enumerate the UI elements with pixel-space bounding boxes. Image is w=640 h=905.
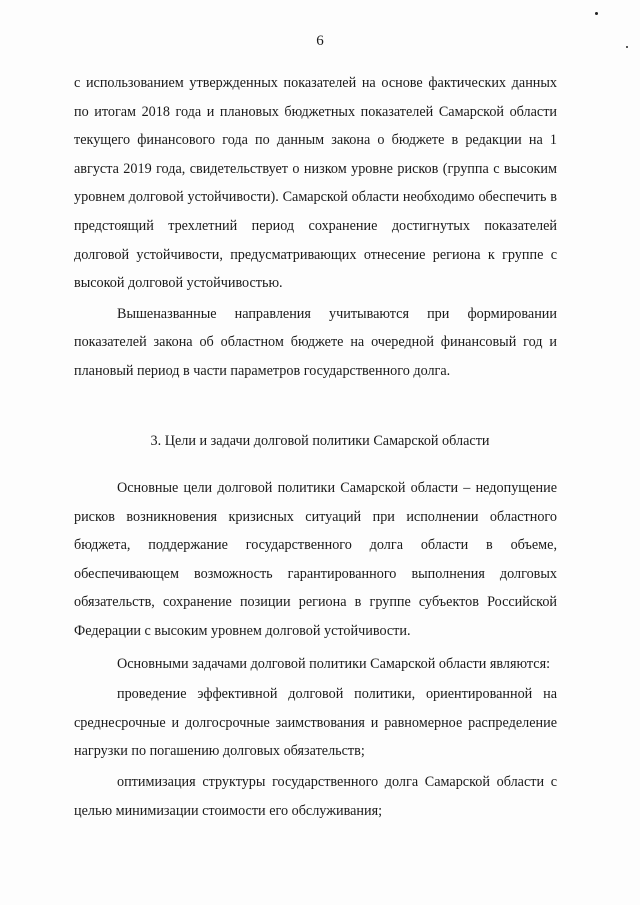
paragraph-directions: Вышеназванные направления учитываются при формировании показателей закона об областном бюджете на очередной финансовый год и плановый период в части параметров государственного долга. xyxy=(74,305,557,379)
paragraph-continuation: с использованием утвержденных показателей на основе фактических данных по итогам 2018 года и плановых бюджетных показателей Самарской области текущего финансового года по данным закона о бюджете в редакции на 1 августа 2019 года, свидетельствует о низком уровне рисков (группа с высоким уровнем долговой устойчивости). Самарской области необходимо обеспечить в предстоящий трехлетний период сохранение достигнутых показателей долговой устойчивости, предусматривающих отнесение региона к группе с высокой долговой устойчивостью. xyxy=(74,75,557,292)
paragraph-task-1: проведение эффективной долговой политики, ориентированной на среднесрочные и долгосрочные заимствования и равномерное распределение нагрузки по погашению долговых обязательств; xyxy=(74,686,557,760)
body-text-top xyxy=(74,69,557,386)
page-number: 6 xyxy=(316,33,324,49)
paragraph-goals: Основные цели долговой политики Самарской области – недопущение рисков возникновения кризисных ситуаций при исполнении областного бюджета, поддержание государственного долга области в объеме, обеспечивающем возможность гарантированного выполнения долговых обязательств, сохранение позиции региона в группе субъектов Российской Федерации с высоким уровнем долговой устойчивости. xyxy=(74,480,557,639)
paragraph-tasks-intro: Основными задачами долговой политики Самарской области являются: xyxy=(117,655,551,672)
body-text-bottom xyxy=(74,474,557,825)
section-heading: 3. Цели и задачи долговой политики Самарской области xyxy=(150,433,490,449)
paragraph-task-2: оптимизация структуры государственного долга Самарской области с целью минимизации стоимости его обслуживания; xyxy=(74,773,557,819)
scan-speck xyxy=(595,12,598,15)
